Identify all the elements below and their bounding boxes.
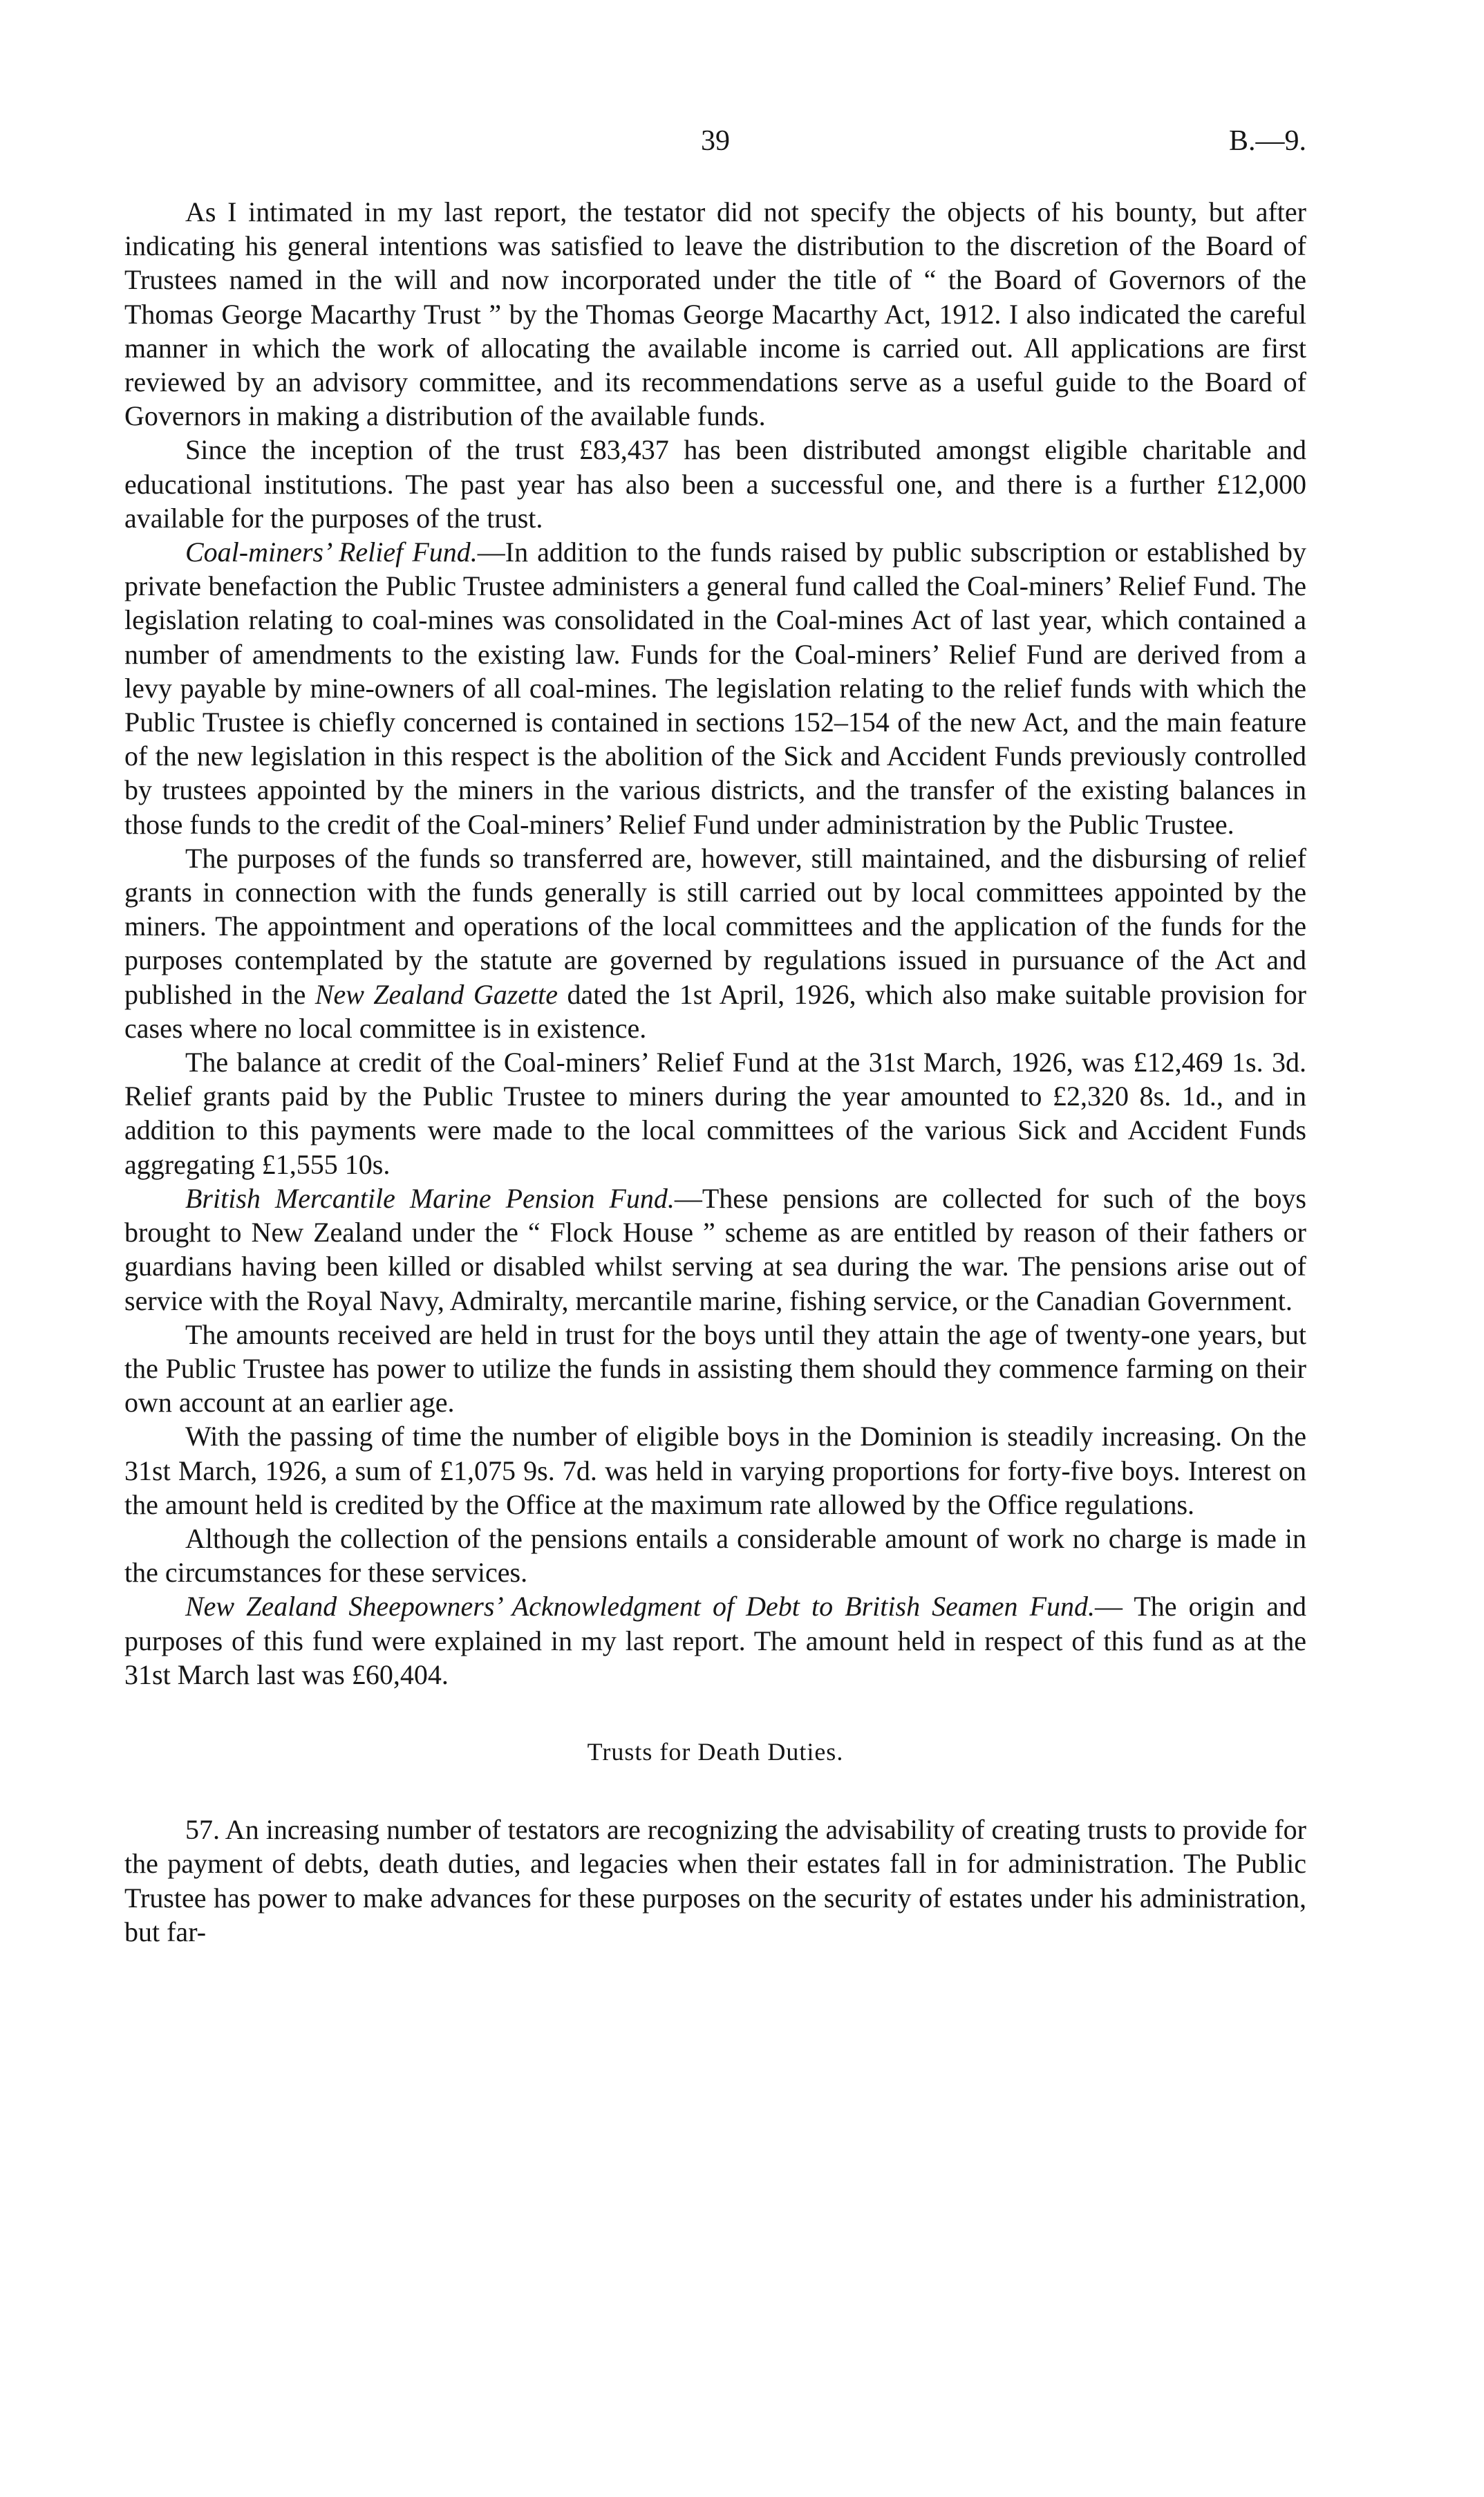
paragraph-text: The balance at credit of the Coal-miners’ Relief Fund at the 31st March, 1926, was £12,469 1s. 3d. Relief grants paid by the Public Trustee to miners during the year amounted to £2,320 8s. 1d., and in addition to this payments were made to the local committees of the various Sick and Accident Funds aggregating £1,555 10s. [124,1047,1306,1180]
paragraph-text: —These pensions are collected for such of the boys brought to New Zealand under the “ Flock House ” scheme as are entitled by reason of their fathers or guardians having been killed or disabled whilst serving at sea during the war. The pensions arise out of service with the Royal Navy, Admiralty, mercantile marine, fishing service, or the Canadian Government. [124,1182,1306,1316]
paragraph-marine-pension-fund [124,1181,1306,1318]
section-heading: Trusts for Death Duties. [587,1737,844,1766]
paragraph-text: —In addition to the funds raised by public subscription or established by private benefaction the Public Trustee administers a general fund called the Coal-miners’ Relief Fund. The legislation relating to coal-mines was consolidated in the Coal-mines Act of last year, which contained a number of amendments to the existing law. Funds for the Coal-miners’ Relief Fund are derived from a levy payable by mine-owners of all coal-mines. The legislation relating to the relief funds with which the Public Trustee is chiefly concerned is contained in sections 152–154 of the new Act, and the main feature of the new legislation in this respect is the abolition of the Sick and Accident Funds previously controlled by trustees appointed by the miners in the various districts, and the transfer of the existing balances in those funds to the credit of the Coal-miners’ Relief Fund under administration by the Public Trustee. [124,536,1306,840]
paragraph-death-duties [124,1813,1306,1949]
page-header [124,124,1306,166]
paragraph-text: The amounts received are held in trust for the boys until they attain the age of twenty-one years, but the Public Trustee has power to utilize the funds in assisting them should they commence farming on their own account at an earlier age. [124,1318,1306,1419]
paragraph-local-committees [124,841,1306,1045]
section-title: New Zealand Sheepowners’ Acknowledgment of Debt to British Seamen Fund. [185,1591,1096,1622]
section-title: British Mercantile Marine Pension Fund. [185,1182,675,1214]
paragraph-text: 57. An increasing number of testators are recognizing the advisability of creating trusts to provide for the payment of debts, death duties, and legacies when their estates fall in for administration. The Public Trustee has power to make advances for these purposes on the security of estates under his administration, but far- [124,1814,1306,1947]
paragraph-text: The purposes of the funds so transferred are, however, still maintained, and the disbursing of relief grants in connection with the funds generally is still carried out by local committees appointed by the miners. The appointment and operations of the local committees and the application of the funds for the purposes contemplated by the statute are governed by regulations issued in pursuance of the Act and published in the [124,842,1306,1010]
paragraph-coal-miners-fund [124,535,1306,841]
paragraph-no-charge [124,1522,1306,1589]
paragraph-text: Since the inception of the trust £83,437 has been distributed amongst eligible charitable and educational institutions. The past year has also been a successful one, and there is a further £12,000 available for the purposes of the trust. [124,434,1306,534]
document-reference: B.—9. [1228,125,1306,157]
paragraph-amounts-held [124,1318,1306,1420]
paragraph-text: With the passing of time the number of eligible boys in the Dominion is steadily increasing. On the 31st March, 1926, a sum of £1,075 9s. 7d. was held in varying proportions for forty-five boys. Interest on the amount held is credited by the Office at the maximum rate allowed by the Office regulations. [124,1421,1306,1520]
paragraph-eligible-boys [124,1419,1306,1522]
page-number: 39 [701,125,730,157]
paragraph-text: Although the collection of the pensions entails a considerable amount of work no charge is made in the circumstances for these services. [124,1522,1306,1589]
paragraph-text: As I intimated in my last report, the testator did not specify the objects of his bounty, but after indicating his general intentions was satisfied to leave the distribution to the discretion of the Board of Trustees named in the will and now incorporated under the title of “ the Board of Governors of the Thomas George Macarthy Trust ” by the Thomas George Macarthy Act, 1912. I also indicated the careful manner in which the work of allocating the available income is carried out. All applications are first reviewed by an advisory committee, and its recommendations serve as a useful guide to the Board of Governors in making a distribution of the available funds. [124,196,1306,432]
section-title: Coal-miners’ Relief Fund. [185,536,478,568]
paragraph-text: dated the 1st April, 1926, which also make suitable provision for cases where no local committee is in existence. [124,978,1306,1044]
body-text [124,195,1306,1949]
paragraph-sheepowners-fund [124,1589,1306,1692]
gazette-title: New Zealand Gazette [314,978,558,1010]
paragraph-macarthy-trust [124,195,1306,433]
paragraph-trust-distribution [124,433,1306,535]
paragraph-fund-balance [124,1045,1306,1181]
paragraph-text: — The origin and purposes of this fund were explained in my last report. The amount held in respect of this fund as at the 31st March last was £60,404. [124,1591,1307,1690]
